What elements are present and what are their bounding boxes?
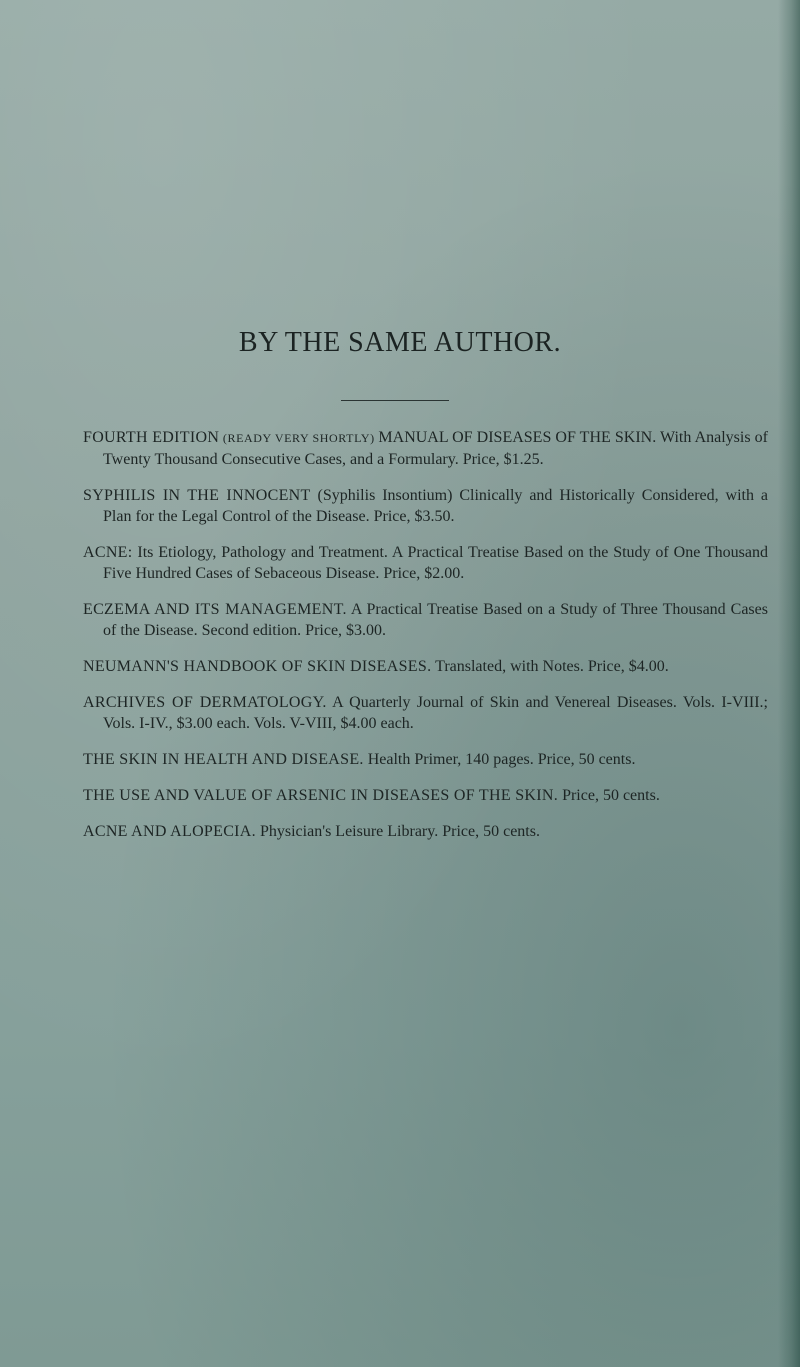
- entry-title: THE SKIN IN HEALTH AND DISEASE.: [83, 751, 364, 768]
- entry-title: FOURTH EDITION: [83, 429, 220, 446]
- entry-title: THE USE AND VALUE OF ARSENIC IN DISEASES OF THE SKIN.: [83, 787, 559, 804]
- entry-text: (Syphilis Insontium) Clinically and Historically Considered, with a Plan for the Legal Control of the Disease. Price, $3.50.: [103, 487, 768, 525]
- book-entry-acne: [83, 542, 768, 584]
- entry-text: MANUAL OF DISEASES OF THE SKIN. With Analysis of Twenty Thousand Consecutive Cases, and a Formulary. Price, $1.25.: [103, 429, 768, 468]
- heading-rule: [341, 400, 449, 401]
- book-entry-neumann: [83, 656, 768, 677]
- entry-text: Health Primer, 140 pages. Price, 50 cents.: [363, 751, 636, 768]
- entry-text: Its Etiology, Pathology and Treatment. A Practical Treatise Based on the Study of One Thousand Five Hundred Cases of Sebaceous Disease. Price, $2.00.: [103, 544, 768, 582]
- book-entry-skin-health: [83, 749, 768, 770]
- book-entry-acne-alopecia: [83, 821, 768, 842]
- book-entry-arsenic: [83, 785, 768, 806]
- book-entry-eczema: [83, 599, 768, 641]
- book-entry-syphilis: [83, 485, 768, 527]
- entry-title: ACNE:: [83, 544, 133, 561]
- page-edge-shadow: [778, 0, 800, 1367]
- book-entry-archives: [83, 692, 768, 734]
- entry-title: SYPHILIS IN THE INNOCENT: [83, 487, 311, 504]
- entry-text: A Quarterly Journal of Skin and Venereal Diseases. Vols. I-VIII.; Vols. I-IV., $3.00 each. Vols. V-VIII, $4.00 each.: [103, 694, 768, 732]
- entry-text: Translated, with Notes. Price, $4.00.: [431, 658, 669, 675]
- book-list: [83, 427, 768, 857]
- entry-text: Price, 50 cents.: [558, 787, 660, 804]
- book-entry-manual: [83, 427, 768, 470]
- entry-text: Physician's Leisure Library. Price, 50 cents.: [255, 823, 540, 840]
- entry-text: A Practical Treatise Based on a Study of Three Thousand Cases of the Disease. Second edition. Price, $3.00.: [103, 601, 768, 639]
- entry-title: ECZEMA AND ITS MANAGEMENT.: [83, 601, 347, 618]
- entry-title: ACNE AND ALOPECIA.: [83, 823, 256, 840]
- entry-title: NEUMANN'S HANDBOOK OF SKIN DISEASES.: [83, 658, 432, 675]
- page-heading: BY THE SAME AUTHOR.: [238, 327, 562, 358]
- entry-title: ARCHIVES OF DERMATOLOGY.: [83, 694, 327, 711]
- entry-note: (READY VERY SHORTLY): [219, 431, 379, 445]
